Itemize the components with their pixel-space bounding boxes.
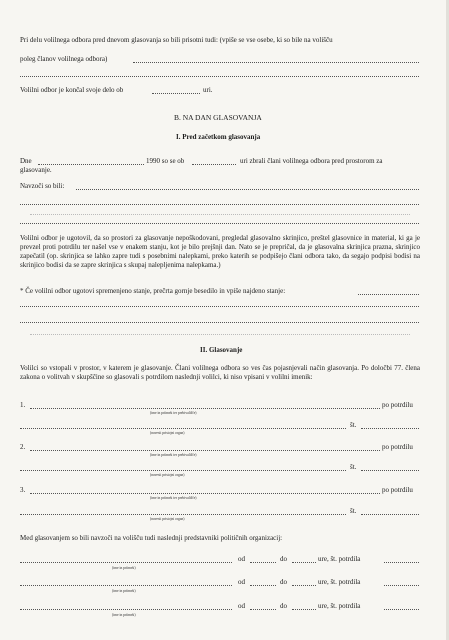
entry-3-st-label: št.: [350, 507, 357, 515]
entry-3-name-field[interactable]: [30, 493, 380, 494]
present-field-2[interactable]: [20, 204, 419, 205]
intro-line-2: poleg članov volilnega odbora): [20, 55, 108, 63]
changed-state-note: * Če volilni odbor ugotovi spremenjeno stanje, prečrta gornje besedilo in vpiše najdeno stanje:: [20, 287, 286, 295]
changed-state-field-2[interactable]: [20, 306, 419, 307]
bleed-through-line: [30, 334, 410, 335]
rep-3-from-field[interactable]: [250, 609, 276, 610]
rep-2-od: od: [238, 578, 245, 586]
section-b-title: B. NA DAN GLASOVANJA: [174, 113, 262, 122]
end-work-suffix: uri.: [203, 86, 213, 94]
rep-2-cert-field[interactable]: [384, 585, 419, 586]
voting-paragraph: Volilci so vstopali v prostor, v katerem je glasovanje. Člani volilnega odbora so ves čas pojasnjevali način glasovanja. Po določbi 77. člena zakona o volitvah v skupščine so glasovali s potrdilom naslednji volilci, ki niso vpisani v volilni imenik:: [20, 364, 420, 381]
rep-1-cert-field[interactable]: [384, 562, 419, 563]
dne-label: Dne: [20, 157, 32, 165]
entry-3-organ-field[interactable]: [20, 514, 346, 515]
present-field-1[interactable]: [76, 189, 419, 190]
entry-3-tail: po potrdilu: [382, 486, 413, 494]
rep-3-to-field[interactable]: [292, 609, 316, 610]
entry-3-number-field[interactable]: [361, 514, 419, 515]
rep-3-cert-field[interactable]: [384, 609, 419, 610]
attendees-field-1[interactable]: [133, 62, 419, 63]
entry-1-number-field[interactable]: [361, 428, 419, 429]
end-work-label: Volilni odbor je končal svoje delo ob: [20, 86, 124, 94]
section-1-title: I. Pred začetkom glasovanja: [176, 133, 261, 141]
entry-3-name-caption: (ime in priimek ter prebivališče): [150, 496, 197, 500]
rep-1-name-field[interactable]: [20, 562, 232, 563]
rep-2-to-field[interactable]: [292, 585, 316, 586]
section-2-title: II. Glasovanje: [200, 346, 243, 354]
main-paragraph: Volilni odbor je ugotovil, da so prostori za glasovanje nepoškodovani, pregledal glasovalno skrinjico, preštel glasovnice in material, ki ga je prevzel proti potrdilu ter našel vse v enakem stanju, kot je bilo prejšnji dan. Nato se je prepričal, da je glasovalna skrinjica prazna, skrinjico zapečatil (op. skrinjica se lahko zapre tudi s posebnimi nalepkami, preko katerih se podpišejo člani odbora tako, da segajo podpisi bodisi na skrinjico bodisi da se zapre skrinjica s skupaj nalepljenima nalepkama.): [20, 234, 420, 269]
entry-1-organ-caption: (navesti pristojni organ): [150, 431, 185, 435]
rep-2-ure: ure, št. potrdila: [318, 578, 361, 586]
rep-1-od: od: [238, 555, 245, 563]
present-label: Navzoči so bili:: [20, 182, 65, 190]
entry-1-name-caption: (ime in priimek ter prebivališče): [150, 411, 197, 415]
entry-3-organ-caption: (navesti pristojni organ): [150, 517, 185, 521]
entry-3-number: 3.: [20, 486, 26, 494]
rep-3-caption: (ime in priimek): [112, 613, 136, 617]
present-field-3[interactable]: [20, 223, 419, 224]
entry-1-organ-field[interactable]: [20, 428, 346, 429]
representatives-label: Med glasovanjem so bili navzoči na volišču tudi naslednji predstavniki političnih organizacij:: [20, 534, 283, 542]
intro-line-1: Pri delu volilnega odbora pred dnevom glasovanja so bili prisotni tudi: (vpiše se vse osebe, ki so bile na volišču: [20, 36, 333, 44]
dne-suffix-text: uri zbrali člani volilnega odbora pred prostorom za: [240, 157, 383, 165]
rep-1-ure: ure, št. potrdila: [318, 555, 361, 563]
entry-2-organ-caption: (navesti pristojni organ): [150, 473, 185, 477]
changed-state-field-3[interactable]: [20, 322, 419, 323]
entry-2-tail: po potrdilu: [382, 443, 413, 451]
rep-2-from-field[interactable]: [250, 585, 276, 586]
rep-3-od: od: [238, 602, 245, 610]
assembly-time-field[interactable]: [192, 164, 236, 165]
dne-line-2: glasovanje.: [20, 166, 52, 174]
entry-1-name-field[interactable]: [30, 408, 380, 409]
entry-2-st-label: št.: [350, 463, 357, 471]
rep-1-from-field[interactable]: [250, 562, 276, 563]
entry-1-tail: po potrdilu: [382, 401, 413, 409]
date-field[interactable]: [38, 164, 144, 165]
rep-2-caption: (ime in priimek): [112, 589, 136, 593]
rep-2-name-field[interactable]: [20, 585, 232, 586]
entry-2-number: 2.: [20, 443, 26, 451]
rep-3-ure: ure, št. potrdila: [318, 602, 361, 610]
rep-2-do: do: [280, 578, 287, 586]
entry-2-organ-field[interactable]: [20, 470, 346, 471]
entry-2-name-field[interactable]: [30, 450, 380, 451]
attendees-field-2[interactable]: [20, 76, 419, 77]
entry-1-st-label: št.: [350, 421, 357, 429]
rep-3-do: do: [280, 602, 287, 610]
rep-1-caption: (ime in priimek): [112, 566, 136, 570]
entry-2-name-caption: (ime in priimek ter prebivališče): [150, 453, 197, 457]
dne-mid-text: 1990 so se ob: [146, 157, 185, 165]
entry-1-number: 1.: [20, 401, 26, 409]
entry-2-number-field[interactable]: [361, 470, 419, 471]
rep-1-to-field[interactable]: [292, 562, 316, 563]
rep-1-do: do: [280, 555, 287, 563]
end-work-time-field[interactable]: [152, 93, 200, 94]
rep-3-name-field[interactable]: [20, 609, 232, 610]
bleed-through-line: [30, 214, 410, 215]
changed-state-field-1[interactable]: [358, 294, 419, 295]
